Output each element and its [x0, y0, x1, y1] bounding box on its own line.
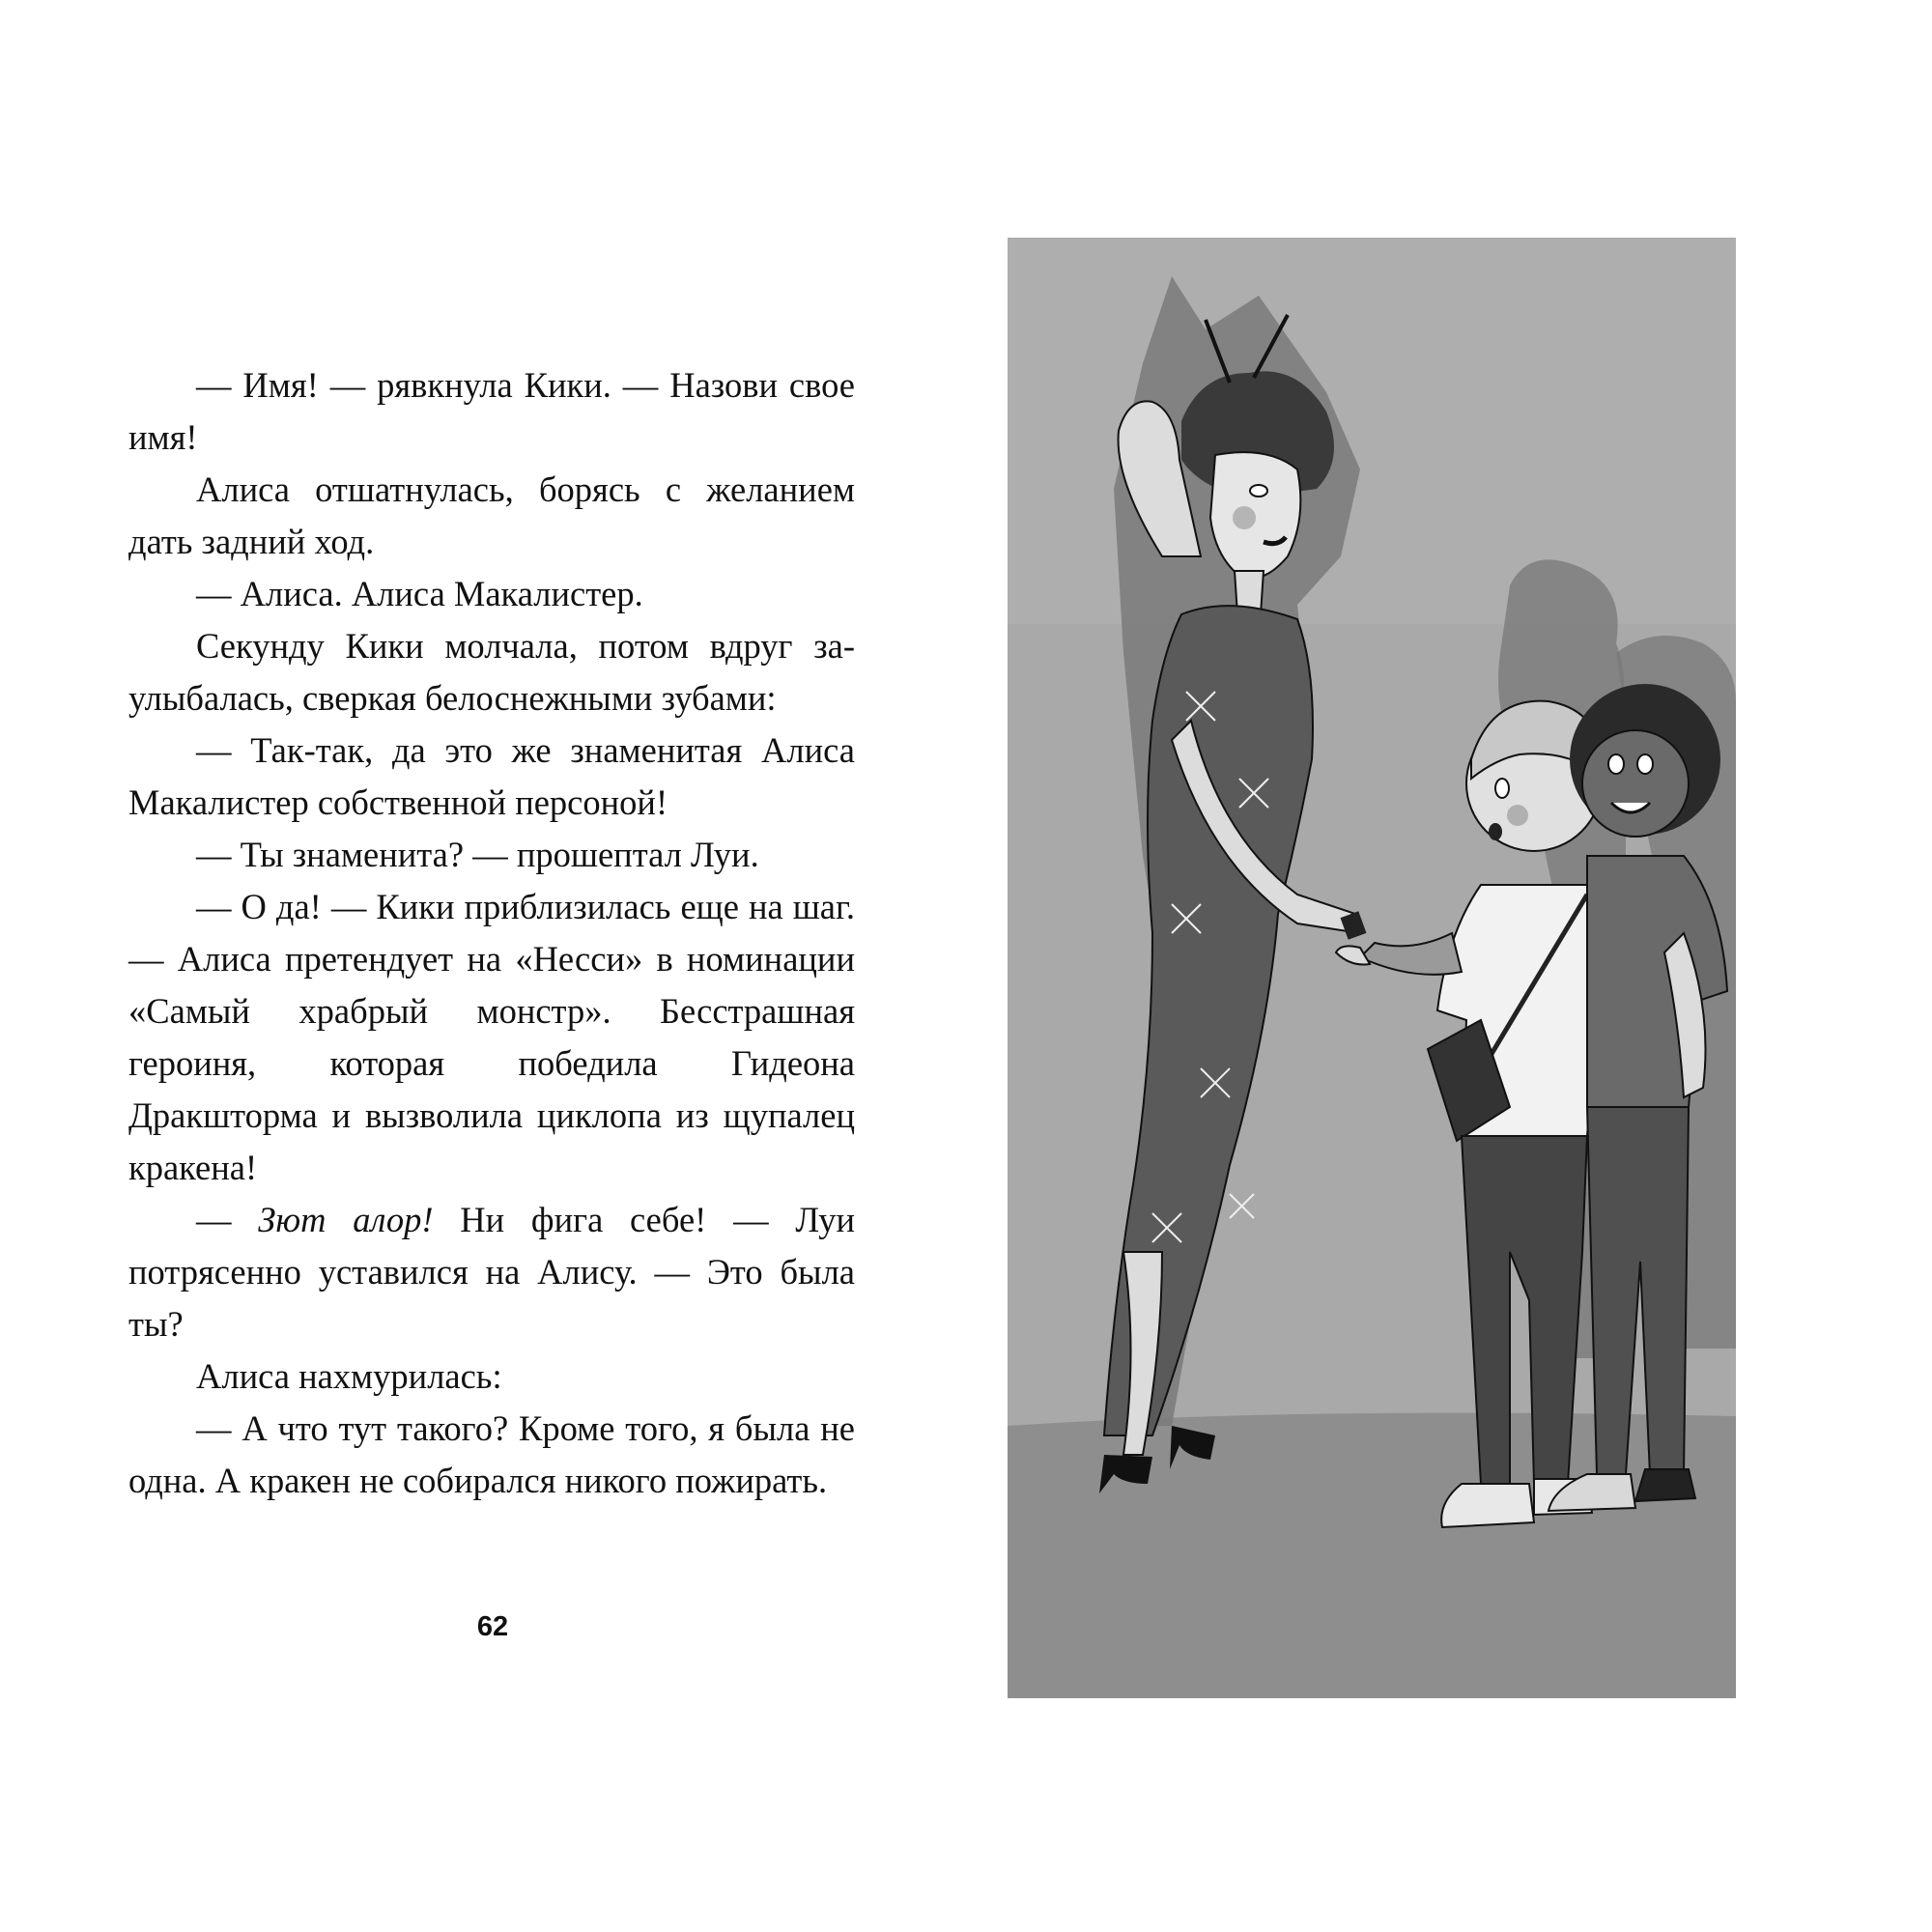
girl-head [1582, 730, 1689, 837]
paragraph: — Ты знаменита? — прошептал Луи. [196, 835, 759, 874]
paragraph: — Алиса. Алиса Макалистер. [196, 574, 643, 613]
paragraph: Алиса нахмурилась: [196, 1356, 502, 1396]
boy-shoe-left [1441, 1484, 1534, 1527]
illustration [1008, 238, 1736, 1698]
dash-lead: — [196, 1200, 259, 1239]
page-number: 62 [476, 1611, 509, 1642]
boy-eye [1495, 779, 1509, 798]
paragraph: — О да! — Кики приблизилась еще на шаг. — Алиса претендует на «Несси» в номинации «Самый храбрый монстр». Бесстрашная героиня, которая победила Гидеона Дракшторма и вызволила циклопа из щупалец кракена! [128, 887, 855, 1187]
paragraph: — Так-так, да это же знаменитая Алиса Макалистер собственной персоной! [128, 730, 855, 822]
text-column [128, 359, 855, 1507]
paragraph: — Имя! — рявкнула Кики. — Назови свое имя! [128, 365, 855, 457]
paragraph-rest: Ни фига себе! — Луи потрясенно уставился на Алису. — Это была ты? [128, 1200, 856, 1344]
paragraph: — А что тут такого? Кроме того, я была не одна. А кракен не собирался никого пожирать. [128, 1408, 855, 1500]
boy-cheek [1507, 805, 1528, 826]
italic-phrase: Зют алор! [258, 1200, 434, 1239]
paragraph: Секунду Кики молчала, потом вдруг заулыбалась, сверкая белоснежными зубами: [128, 626, 855, 718]
wall-texture-band [1008, 238, 1736, 624]
girl-eye-2 [1637, 754, 1653, 774]
illustration-svg [1008, 238, 1736, 1698]
woman-cheek [1233, 506, 1256, 529]
paragraph: Алиса отшатнулась, борясь с желанием дать задний ход. [128, 469, 855, 561]
girl-shoe-right [1635, 1469, 1695, 1501]
woman-eye [1250, 485, 1267, 497]
paragraph-mixed [128, 1194, 855, 1350]
girl-eye-1 [1608, 754, 1624, 774]
boy-mouth [1489, 823, 1502, 840]
